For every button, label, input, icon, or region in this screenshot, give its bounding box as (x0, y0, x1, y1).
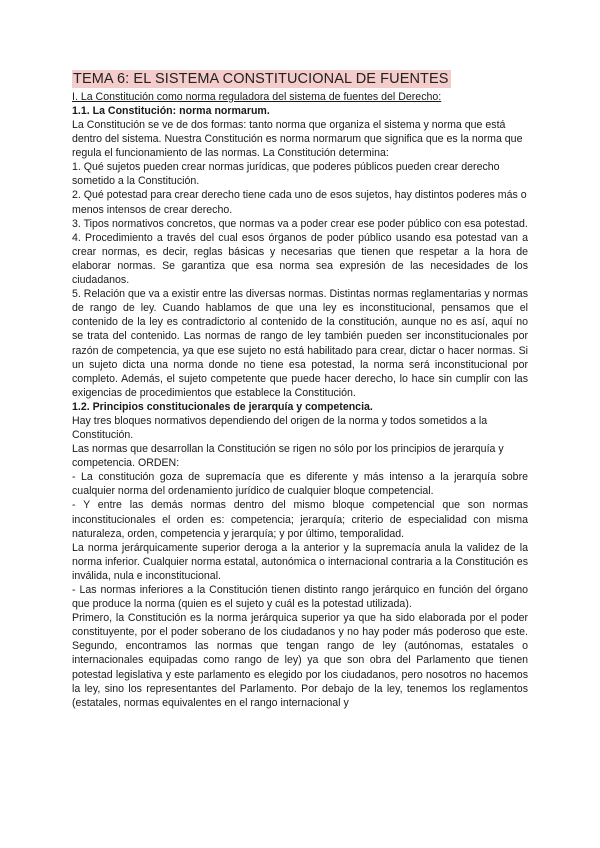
document-page (72, 70, 528, 710)
paragraph: La norma jerárquicamente superior deroga a la anterior y la supremacía anula la validez de la norma inferior. Cualquier norma estatal, autonómica o internacional contraria a la Constitución es inválida, nula e inconstitucional. (72, 541, 528, 582)
section-1-2-heading: 1.2. Principios constitucionales de jerarquía y competencia. (72, 400, 373, 413)
paragraph: La Constitución se ve de dos formas: tanto norma que organiza el sistema y norma que está dentro del sistema. Nuestra Constitución es norma normarum que significa que es la norma que regula el funcionamiento de las normas. La Constitución determina: (72, 119, 523, 160)
paragraph: 5. Relación que va a existir entre las diversas normas. Distintas normas reglamentarias y normas de rango de ley. Cuando hablamos de que una ley es inconstitucional, pensamos que el contenido de la ley es contradictorio al contenido de la constitución, aunque no es así, aquí no se trata del contenido. Las normas de rango de ley también pueden ser inconstitucionales por razón de competencia, ya que ese sujeto no está habilitado para crear, dictar o hacer normas. Si un sujeto dicta una norma donde no tiene esa potestad, la norma será inconstitucional por completo. Además, el sujeto competente que puede hacer derecho, lo hace sin cumplir con las exigencias de procedimientos que establece la Constitución. (72, 288, 528, 399)
paragraph: Hay tres bloques normativos dependiendo del origen de la norma y todos sometidos a la Constitución. (72, 414, 488, 441)
paragraph: 4. Procedimiento a través del cual esos órganos de poder público usando esa potestad van a crear normas, es decir, reglas básicas y necesarias que tienen que respetar a la hora de elaborar normas. Se garantiza que esa norma sea expresión de las necesidades de los ciudadanos. (72, 231, 528, 287)
document-title: TEMA 6: EL SISTEMA CONSTITUCIONAL DE FUENTES (73, 71, 449, 87)
paragraph: 2. Qué potestad para crear derecho tiene cada uno de esos sujetos, hay distintos poderes más o menos intensos de crear derecho. (72, 189, 527, 216)
paragraph: - Y entre las demás normas dentro del mismo bloque competencial que son normas inconstitucionales el orden es: competencia; jerarquía; criterio de especialidad con misma naturaleza, orden, competencia y jerarquía; y por último, temporalidad. (72, 499, 528, 540)
section-1-1-heading: 1.1. La Constitución: norma normarum. (72, 105, 270, 117)
paragraph: 3. Tipos normativos concretos, que normas va a poder crear ese poder público con esa potestad. (72, 217, 528, 230)
paragraph: Primero, la Constitución es la norma jerárquica superior ya que ha sido elaborada por el poder constituyente, por el poder soberano de los ciudadanos y no hay poder más poderoso que este. Segundo, encontramos las normas que tengan rango de ley (autónomas, estatales o internacionales equipadas como rango de ley) ya que son obra del Parlamento que tienen potestad legislativa y este parlamento es elegido por los ciudadanos, pero nosotros no hacemos la ley, sino los representantes del Parlamento. Por debajo de la ley, tenemos los reglamentos (estatales, normas equivalentes en el rango internacional y (72, 612, 528, 709)
paragraph: 1. Qué sujetos pueden crear normas jurídicas, que poderes públicos pueden crear derecho sometido a la Constitución. (72, 161, 500, 188)
paragraph: Las normas que desarrollan la Constitución se rigen no sólo por los principios de jerarquía y competencia. ORDEN: (72, 443, 504, 470)
paragraph: - La constitución goza de supremacía que es diferente y más intenso a la jerarquía sobre cualquier norma del ordenamiento jurídico de cualquier bloque competencial. (72, 471, 528, 498)
paragraph: - Las normas inferiores a la Constitución tienen distinto rango jerárquico en función del órgano que produce la norma (quien es el sujeto y cuál es la potestad utilizada). (72, 584, 528, 611)
document-subtitle: I. La Constitución como norma reguladora del sistema de fuentes del Derecho: (72, 91, 442, 103)
